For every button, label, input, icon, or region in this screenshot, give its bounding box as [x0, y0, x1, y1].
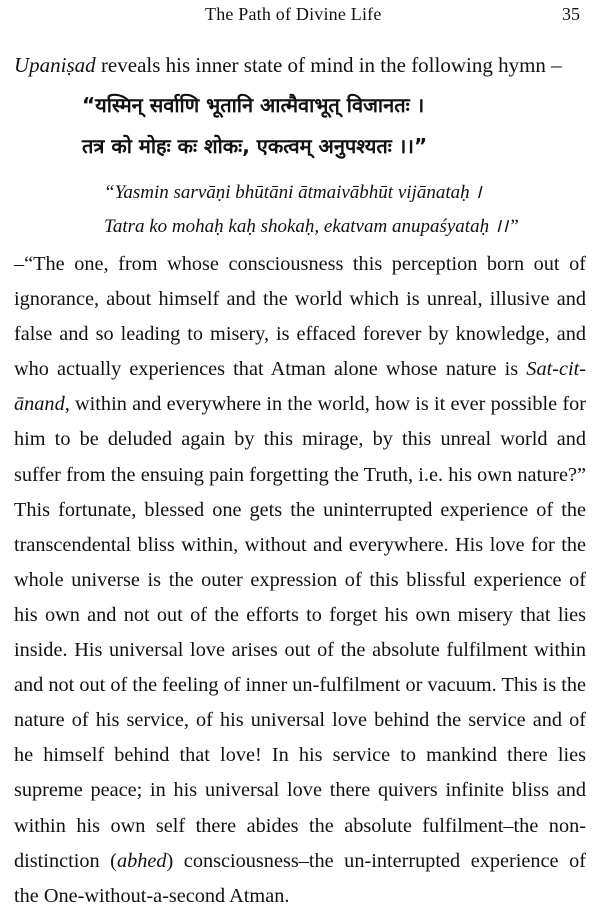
- sanskrit-verse-line-2: तत्र को मोहः कः शोकः, एकत्वम् अनुपश्यतः ।।”: [82, 134, 428, 158]
- upanisad-word: Upaniṣad: [14, 53, 96, 77]
- intro-line: [14, 50, 586, 80]
- transliteration-line-1: “Yasmin sarvāṇi bhūtāni ātmaivābhūt vijānataḥ ।: [104, 182, 482, 203]
- paragraph-text-2: within and everywhere in the world, how is it ever possible for him to be deluded again by this mirage, by this unreal world and suffer from the ensuing pain forgetting the Truth, i.e. his own nature?” This fortunate, blessed one gets the uninterrupted experience of the transcendental bliss within, without and everywhere. His love for the whole universe is the outer expression of this blissful experience of his own and not out of the efforts to forget his own misery that lies inside. His universal love arises out of the absolute fulfilment within and not out of the feeling of inner un-fulfilment or vacuum. This is the nature of his service, of his universal love behind the service and of he himself behind that love! In his service to mankind there lies supreme peace; in his universal love there quivers infinite bliss and within his own self there abides the absolute fulfilment–the non-distinction (: [14, 393, 586, 872]
- running-title: The Path of Divine Life: [205, 4, 382, 24]
- sat-cit-anand-term: Sat-cit-ānand,: [14, 358, 586, 416]
- page-number: 35: [562, 4, 580, 24]
- transliteration-line-2: Tatra ko mohaḥ kaḥ shokaḥ, ekatvam anupaśyataḥ ।।”: [104, 216, 519, 237]
- main-paragraph: [14, 247, 586, 914]
- paragraph-text-1: –“The one, from whose consciousness this perception born out of ignorance, about himself and the world which is unreal, illusive and false and so leading to misery, is effaced forever by knowledge, and who actually experiences that Atman alone whose nature is: [14, 253, 586, 381]
- page-header: [0, 2, 600, 30]
- abhed-term: abhed: [116, 849, 167, 872]
- sanskrit-verse-line-1: “यस्मिन् सर्वाणि भूतानि आत्मैवाभूत् विजानतः ।: [82, 93, 425, 117]
- intro-text: reveals his inner state of mind in the following hymn –: [95, 53, 562, 77]
- paragraph-text-3: ) consciousness–the un-interrupted experience of the One-without-a-second Atman.: [14, 849, 586, 907]
